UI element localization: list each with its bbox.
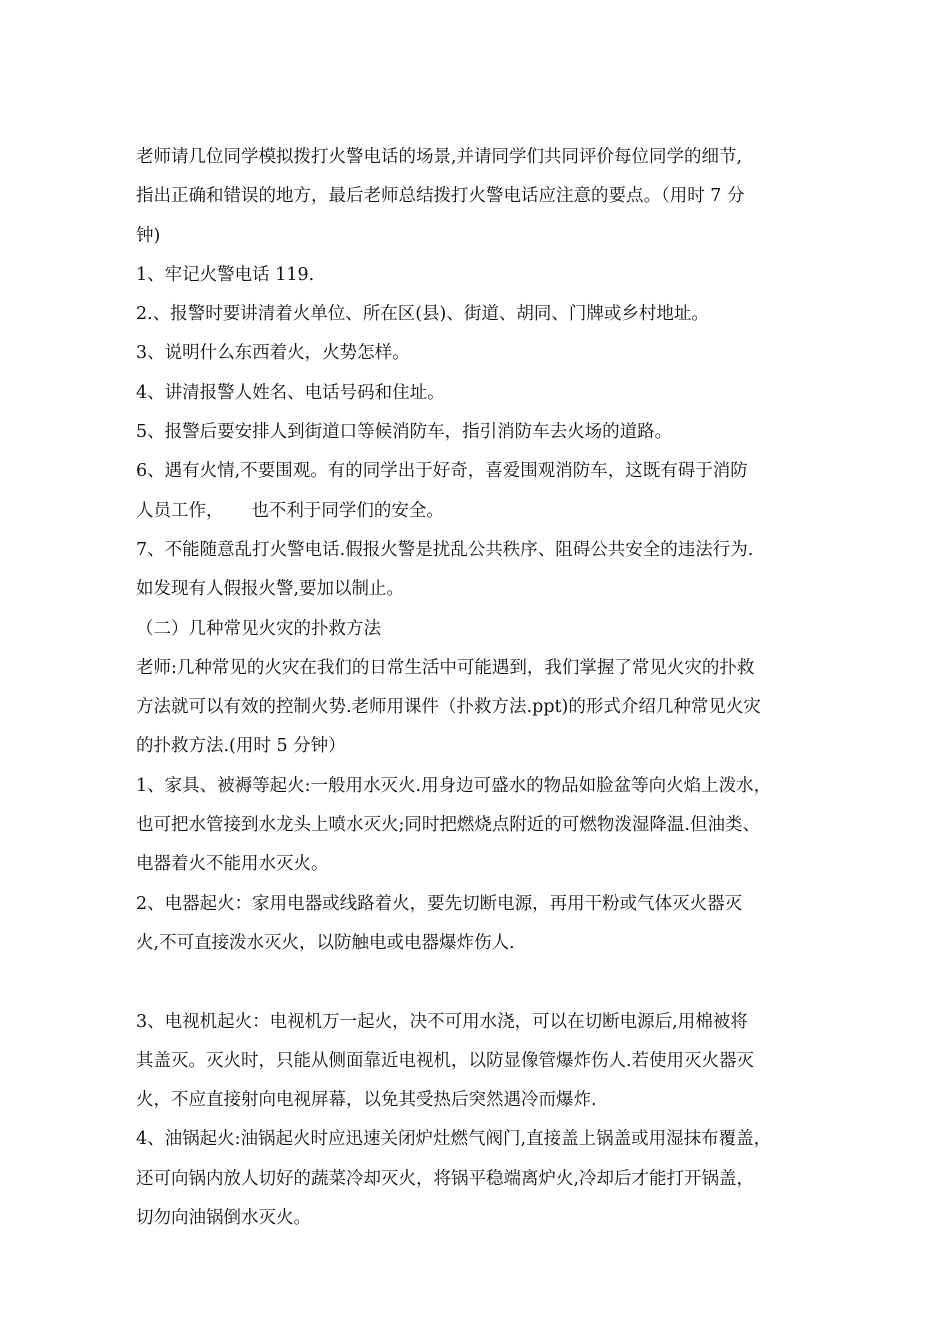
list-item: 2.、报警时要讲清着火单位、所在区(县)、街道、胡同、门牌或乡村地址。 [136,304,709,325]
list-item: 3、说明什么东西着火，火势怎样。 [136,343,410,364]
text-line: 还可向锅内放人切好的蔬菜冷却灭火，将锅平稳端离炉火,冷却后才能打开锅盖， [136,1168,755,1189]
text-line: 老师:几种常见的火灾在我们的日常生活中可能遇到，我们掌握了常见火灾的扑救 [136,657,755,678]
text-line: 老师请几位同学模拟拨打火警电话的场景,并请同学们共同评价每位同学的细节, [136,147,743,167]
list-item: 6、遇有火情,不要围观。有的同学出于好奇，喜爱围观消防车，这既有碍于消防 [136,461,748,482]
text-line: 如发现有人假报火警,要加以制止。 [136,579,405,600]
text-line: 钟) [136,225,161,246]
list-item: 4、讲清报警人姓名、电话号码和住址。 [136,382,445,403]
text-line: 切勿向油锅倒水灭火。 [136,1208,311,1229]
blank-line [136,963,828,1002]
list-item: 7、不能随意乱打火警电话.假报火警是扰乱公共秩序、阻碍公共安全的违法行为. [136,539,754,560]
section-heading: （二）几种常见火灾的扑救方法 [136,618,381,639]
text-line: 火，不应直接射向电视屏幕，以免其受热后突然遇冷而爆炸. [136,1090,597,1111]
text-line: 人员工作， 也不利于同学们的安全。 [136,500,444,521]
text-line: 的扑救方法.(用时 5 分钟） [136,736,346,757]
list-item: 5、报警后要安排人到街道口等候消防车，指引消防车去火场的道路。 [136,422,673,443]
list-item: 3、电视机起火：电视机万一起火，决不可用水浇，可以在切断电源后,用棉被将 [136,1011,748,1032]
text-line: 电器着火不能用水灭火。 [136,854,329,875]
document-body [136,138,828,1238]
text-line: 方法就可以有效的控制火势.老师用课件（扑救方法.ppt)的形式介绍几种常见火灾 [136,697,761,718]
text-line: 也可把水管接到水龙头上喷水灭火;同时把燃烧点附近的可燃物泼湿降温.但油类、 [136,815,760,836]
list-item: 2、电器起火：家用电器或线路着火，要先切断电源，再用干粉或气体灭火器灭 [136,893,743,914]
list-item: 4、油锅起火:油锅起火时应迅速关闭炉灶燃气阀门,直接盖上锅盖或用湿抹布覆盖， [136,1129,772,1150]
text-line: 指出正确和错误的地方，最后老师总结拨打火警电话应注意的要点。（用时 7 分 [136,186,745,207]
list-item: 1、牢记火警电话 119. [136,264,315,285]
text-line: 其盖灭。灭火时，只能从侧面靠近电视机，以防显像管爆炸伤人.若使用灭火器灭 [136,1050,755,1071]
text-line: 火,不可直接泼水灭火，以防触电或电器爆炸伤人. [136,932,515,953]
list-item: 1、家具、被褥等起火:一般用水灭火.用身边可盛水的物品如脸盆等向火焰上泼水， [136,775,772,796]
